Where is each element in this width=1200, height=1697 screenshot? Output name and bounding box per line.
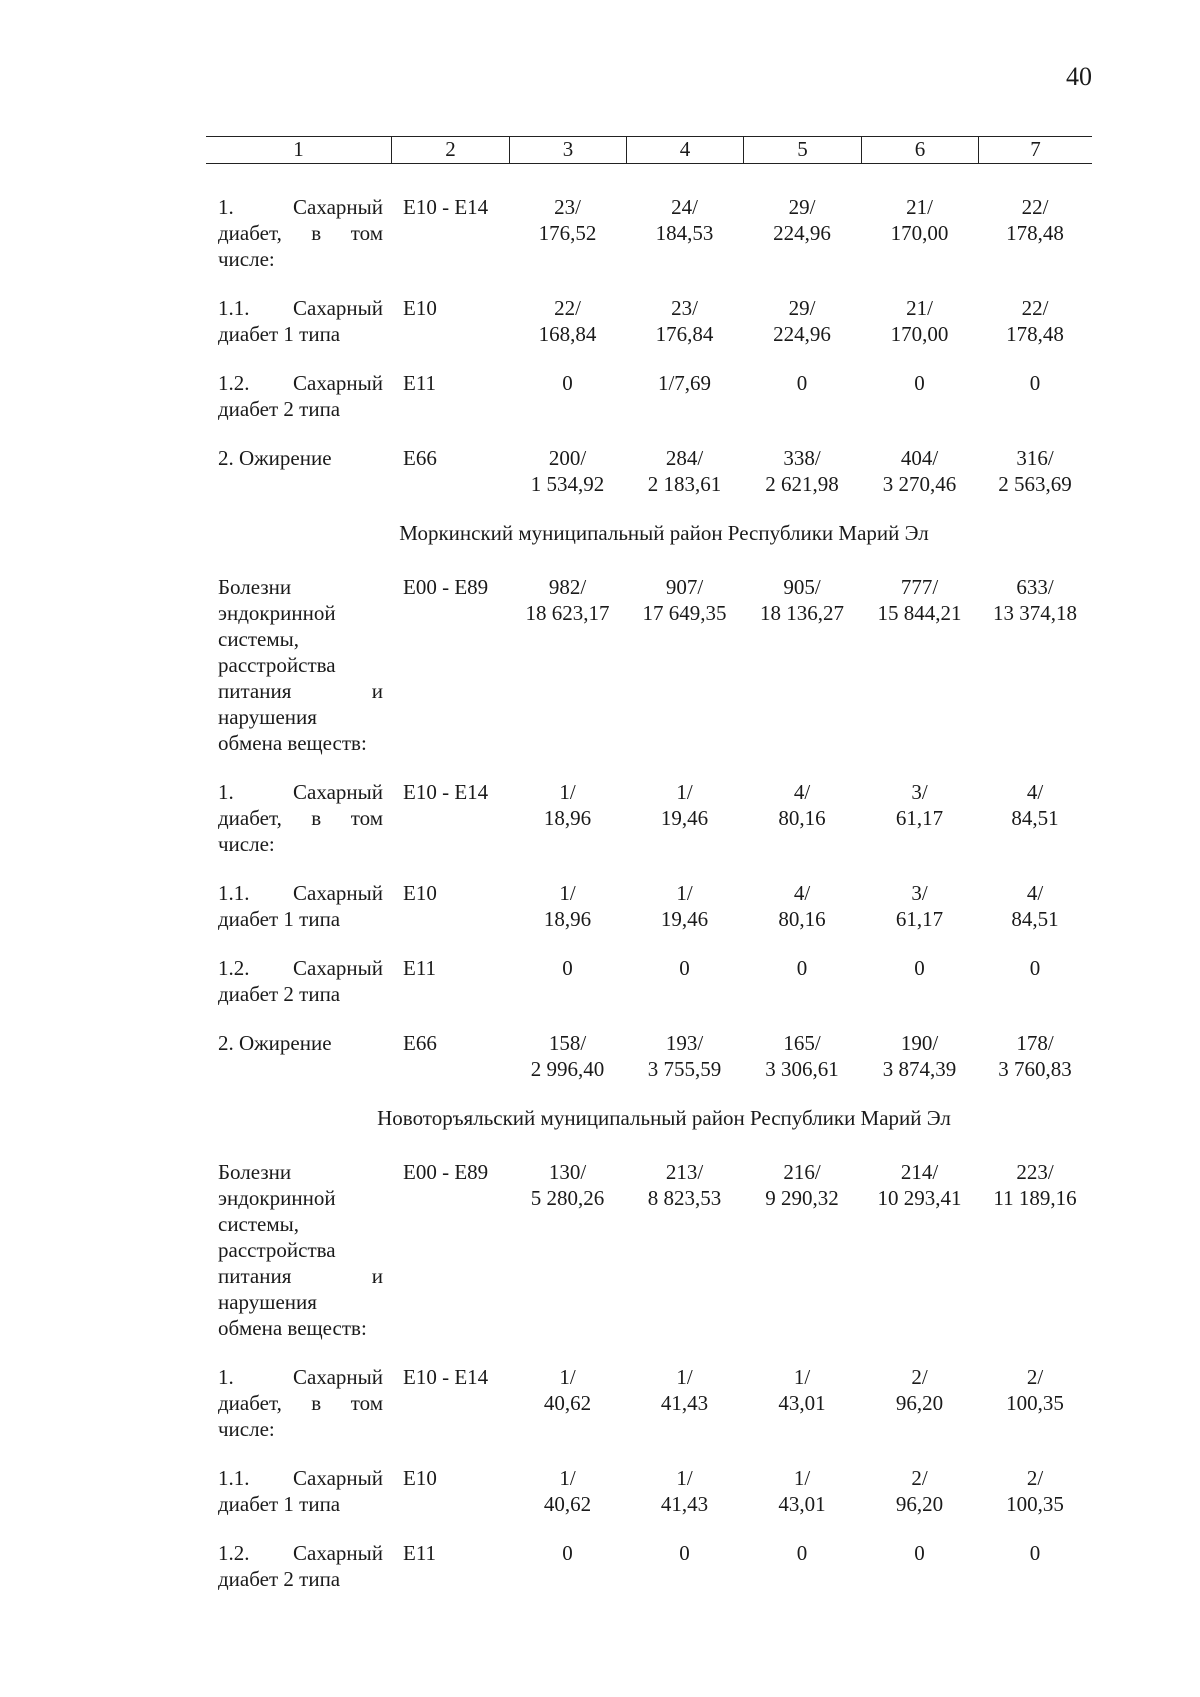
table-row	[206, 370, 1092, 422]
case-count: 0	[1029, 956, 1041, 980]
table-row	[206, 779, 1092, 857]
header-cell: 5	[743, 137, 861, 163]
rate-per-100k: 43,01	[778, 1492, 826, 1516]
case-count: 213/	[665, 1160, 704, 1184]
case-count: 1/	[676, 780, 693, 804]
case-count: 907/	[665, 575, 704, 599]
icd-code: E11	[403, 1541, 437, 1565]
rate-per-100k: 2 621,98	[765, 472, 839, 496]
value-cell	[509, 1540, 626, 1592]
value-cell	[978, 574, 1092, 756]
case-count: 4/	[793, 780, 811, 804]
case-count: 1/	[676, 1365, 693, 1389]
rate-per-100k: 80,16	[778, 806, 826, 830]
case-count: 2/	[911, 1466, 928, 1490]
rate-per-100k: 15 844,21	[877, 601, 962, 625]
case-count: 130/	[548, 1160, 587, 1184]
rate-per-100k: 41,43	[660, 1391, 709, 1415]
rate-per-100k: 100,35	[1006, 1391, 1064, 1415]
case-count: 21/	[906, 195, 933, 219]
table-row	[206, 1364, 1092, 1442]
value-cell	[626, 445, 743, 497]
row-label: 1.2. Сахарный диабет 2 типа	[218, 956, 383, 1006]
rate-per-100k: 80,16	[778, 907, 826, 931]
case-count: 214/	[900, 1160, 939, 1184]
case-count: 4/	[1026, 780, 1044, 804]
rate-per-100k: 96,20	[895, 1391, 944, 1415]
table-row	[206, 1465, 1092, 1517]
value-cell	[743, 295, 861, 347]
case-count: 1/	[559, 1466, 576, 1490]
value-cell	[509, 295, 626, 347]
row-label: Болезни эндокринной системы, расстройства питания и нарушения обмена веществ:	[218, 1160, 383, 1340]
value-cell	[743, 955, 861, 1007]
value-cell	[978, 1364, 1092, 1442]
table-row	[206, 194, 1092, 272]
header-cell: 2	[391, 137, 509, 163]
icd-code: E11	[403, 371, 437, 395]
value-cell	[626, 1364, 743, 1442]
row-label: Болезни эндокринной системы, расстройства питания и нарушения обмена веществ:	[218, 575, 383, 755]
case-count: 0	[1029, 1541, 1041, 1565]
case-count: 0	[796, 371, 808, 395]
rate-per-100k: 3 874,39	[882, 1057, 957, 1081]
header-cell: 1	[293, 137, 304, 161]
case-count: 0	[1029, 371, 1041, 395]
statistics-table	[206, 136, 1092, 1615]
row-label: 1. Сахарный диабет, в том числе:	[218, 780, 383, 856]
value-cell	[626, 880, 743, 932]
case-count: 23/	[554, 195, 581, 219]
rate-per-100k: 19,46	[660, 907, 709, 931]
case-count: 0	[679, 1541, 690, 1565]
table-row	[206, 1030, 1092, 1082]
case-count: 223/	[1016, 1160, 1054, 1184]
value-cell	[743, 1030, 861, 1082]
value-cell	[509, 955, 626, 1007]
case-count: 905/	[783, 575, 821, 599]
value-cell	[509, 1159, 626, 1341]
icd-code: E00 - E89	[403, 575, 489, 599]
case-count: 2/	[1026, 1365, 1044, 1389]
case-count: 29/	[788, 195, 816, 219]
value-cell	[509, 779, 626, 857]
icd-code: E11	[403, 956, 437, 980]
case-count: 0	[796, 1541, 808, 1565]
icd-code: E66	[403, 1031, 437, 1055]
row-label: 2. Ожирение	[218, 446, 332, 470]
value-cell	[978, 880, 1092, 932]
value-cell	[509, 1030, 626, 1082]
row-label: 1. Сахарный диабет, в том числе:	[218, 195, 383, 271]
icd-code: E00 - E89	[403, 1160, 489, 1184]
value-cell	[626, 1540, 743, 1592]
table-row	[206, 955, 1092, 1007]
value-cell	[861, 779, 978, 857]
value-cell	[626, 779, 743, 857]
value-cell	[743, 574, 861, 756]
case-count: 1/	[793, 1466, 811, 1490]
value-cell	[509, 370, 626, 422]
rate-per-100k: 5 280,26	[530, 1186, 605, 1210]
header-cell: 4	[626, 137, 743, 163]
value-cell	[626, 1159, 743, 1341]
value-cell	[743, 1540, 861, 1592]
case-count: 777/	[900, 575, 939, 599]
rate-per-100k: 13 374,18	[993, 601, 1077, 625]
case-count: 22/	[1021, 296, 1049, 320]
rate-per-100k: 8 823,53	[647, 1186, 722, 1210]
value-cell	[509, 880, 626, 932]
case-count: 158/	[548, 1031, 587, 1055]
value-cell	[626, 370, 743, 422]
value-cell	[743, 1465, 861, 1517]
rate-per-100k: 3 306,61	[765, 1057, 839, 1081]
icd-code: E10	[403, 1466, 437, 1490]
value-cell	[626, 295, 743, 347]
value-cell	[861, 194, 978, 272]
case-count: 284/	[665, 446, 704, 470]
rate-per-100k: 170,00	[890, 221, 949, 245]
value-cell	[978, 1465, 1092, 1517]
value-cell	[978, 1159, 1092, 1341]
value-cell	[509, 1364, 626, 1442]
rate-per-100k: 178,48	[1006, 221, 1064, 245]
rate-per-100k: 18 136,27	[760, 601, 844, 625]
case-count: 1/	[676, 881, 693, 905]
table-row	[206, 1540, 1092, 1592]
case-count: 0	[562, 956, 573, 980]
value-cell	[509, 194, 626, 272]
value-cell	[861, 445, 978, 497]
case-count: 2/	[911, 1365, 928, 1389]
rate-per-100k: 224,96	[773, 322, 831, 346]
value-cell	[743, 445, 861, 497]
row-label: 2. Ожирение	[218, 1031, 332, 1055]
case-count: 404/	[900, 446, 939, 470]
value-cell	[978, 295, 1092, 347]
value-cell	[861, 370, 978, 422]
icd-code: E10	[403, 296, 437, 320]
icd-code: E10 - E14	[403, 780, 489, 804]
row-label: 1.2. Сахарный диабет 2 типа	[218, 1541, 383, 1591]
value-cell	[861, 955, 978, 1007]
rate-per-100k: 61,17	[895, 907, 944, 931]
case-count: 1/	[559, 1365, 576, 1389]
table-row	[206, 574, 1092, 756]
case-count: 193/	[665, 1031, 704, 1055]
case-count: 338/	[783, 446, 821, 470]
case-count: 1/	[559, 881, 576, 905]
case-count: 1/	[559, 780, 576, 804]
rate-per-100k: 176,84	[655, 322, 714, 346]
value-cell	[978, 194, 1092, 272]
value-cell	[743, 779, 861, 857]
table-row	[206, 445, 1092, 497]
icd-code: E10	[403, 881, 437, 905]
value-cell	[861, 1465, 978, 1517]
rate-per-100k: 2 563,69	[998, 472, 1072, 496]
rate-per-100k: 3 270,46	[882, 472, 957, 496]
case-count: 2/	[1026, 1466, 1044, 1490]
value-cell	[978, 370, 1092, 422]
rate-per-100k: 100,35	[1006, 1492, 1064, 1516]
row-label: 1.2. Сахарный диабет 2 типа	[218, 371, 383, 421]
rate-per-100k: 18 623,17	[525, 601, 610, 625]
case-count: 982/	[548, 575, 587, 599]
case-count: 1/7,69	[657, 371, 712, 395]
row-label: 1. Сахарный диабет, в том числе:	[218, 1365, 383, 1441]
rate-per-100k: 1 534,92	[530, 472, 605, 496]
value-cell	[861, 295, 978, 347]
case-count: 3/	[911, 881, 928, 905]
value-cell	[978, 779, 1092, 857]
rate-per-100k: 18,96	[543, 806, 592, 830]
value-cell	[861, 574, 978, 756]
rate-per-100k: 9 290,32	[765, 1186, 839, 1210]
value-cell	[861, 880, 978, 932]
rate-per-100k: 84,51	[1011, 806, 1059, 830]
rate-per-100k: 40,62	[543, 1492, 592, 1516]
rate-per-100k: 61,17	[895, 806, 944, 830]
value-cell	[509, 445, 626, 497]
rate-per-100k: 19,46	[660, 806, 709, 830]
case-count: 200/	[548, 446, 587, 470]
rate-per-100k: 40,62	[543, 1391, 592, 1415]
case-count: 633/	[1016, 575, 1054, 599]
value-cell	[978, 1540, 1092, 1592]
case-count: 23/	[671, 296, 698, 320]
value-cell	[743, 1159, 861, 1341]
value-cell	[743, 194, 861, 272]
section-title: Моркинский муниципальный район Республики Марий Эл	[399, 521, 929, 545]
value-cell	[743, 880, 861, 932]
case-count: 190/	[900, 1031, 939, 1055]
case-count: 3/	[911, 780, 928, 804]
case-count: 0	[914, 956, 925, 980]
case-count: 4/	[793, 881, 811, 905]
rate-per-100k: 184,53	[655, 221, 714, 245]
value-cell	[743, 1364, 861, 1442]
case-count: 4/	[1026, 881, 1044, 905]
rate-per-100k: 2 996,40	[530, 1057, 605, 1081]
rate-per-100k: 96,20	[895, 1492, 944, 1516]
case-count: 216/	[783, 1160, 821, 1184]
rate-per-100k: 3 755,59	[647, 1057, 722, 1081]
icd-code: E66	[403, 446, 437, 470]
row-label: 1.1. Сахарный диабет 1 типа	[218, 296, 383, 346]
rate-per-100k: 178,48	[1006, 322, 1064, 346]
table-header	[206, 136, 1092, 164]
case-count: 1/	[793, 1365, 811, 1389]
value-cell	[626, 955, 743, 1007]
value-cell	[743, 370, 861, 422]
table-body	[206, 194, 1092, 1592]
table-row	[206, 1159, 1092, 1341]
rate-per-100k: 17 649,35	[642, 601, 727, 625]
case-count: 1/	[676, 1466, 693, 1490]
case-count: 0	[914, 371, 925, 395]
rate-per-100k: 224,96	[773, 221, 831, 245]
rate-per-100k: 2 183,61	[647, 472, 722, 496]
case-count: 21/	[906, 296, 933, 320]
case-count: 0	[796, 956, 808, 980]
section-title: Новоторъяльский муниципальный район Республики Марий Эл	[377, 1106, 951, 1130]
value-cell	[626, 574, 743, 756]
value-cell	[861, 1540, 978, 1592]
value-cell	[509, 574, 626, 756]
rate-per-100k: 3 760,83	[998, 1057, 1072, 1081]
rate-per-100k: 170,00	[890, 322, 949, 346]
case-count: 316/	[1016, 446, 1054, 470]
rate-per-100k: 84,51	[1011, 907, 1059, 931]
table-row	[206, 880, 1092, 932]
header-cell: 3	[509, 137, 626, 163]
header-cell: 7	[978, 137, 1092, 163]
value-cell	[978, 1030, 1092, 1082]
case-count: 0	[679, 956, 690, 980]
row-label: 1.1. Сахарный диабет 1 типа	[218, 881, 383, 931]
icd-code: E10 - E14	[403, 1365, 489, 1389]
header-cell: 6	[861, 137, 978, 163]
value-cell	[509, 1465, 626, 1517]
value-cell	[978, 955, 1092, 1007]
case-count: 22/	[1021, 195, 1049, 219]
rate-per-100k: 168,84	[538, 322, 597, 346]
rate-per-100k: 18,96	[543, 907, 592, 931]
rate-per-100k: 176,52	[538, 221, 597, 245]
value-cell	[626, 194, 743, 272]
table-row	[206, 295, 1092, 347]
icd-code: E10 - E14	[403, 195, 489, 219]
case-count: 22/	[554, 296, 581, 320]
value-cell	[626, 1465, 743, 1517]
value-cell	[861, 1159, 978, 1341]
rate-per-100k: 10 293,41	[877, 1186, 962, 1210]
rate-per-100k: 11 189,16	[993, 1186, 1077, 1210]
case-count: 0	[562, 371, 573, 395]
case-count: 178/	[1016, 1031, 1054, 1055]
value-cell	[861, 1364, 978, 1442]
case-count: 0	[914, 1541, 925, 1565]
page-number: 40	[1066, 62, 1092, 91]
case-count: 0	[562, 1541, 573, 1565]
rate-per-100k: 43,01	[778, 1391, 826, 1415]
case-count: 24/	[671, 195, 698, 219]
case-count: 165/	[783, 1031, 821, 1055]
value-cell	[861, 1030, 978, 1082]
case-count: 29/	[788, 296, 816, 320]
value-cell	[626, 1030, 743, 1082]
value-cell	[978, 445, 1092, 497]
row-label: 1.1. Сахарный диабет 1 типа	[218, 1466, 383, 1516]
rate-per-100k: 41,43	[660, 1492, 709, 1516]
